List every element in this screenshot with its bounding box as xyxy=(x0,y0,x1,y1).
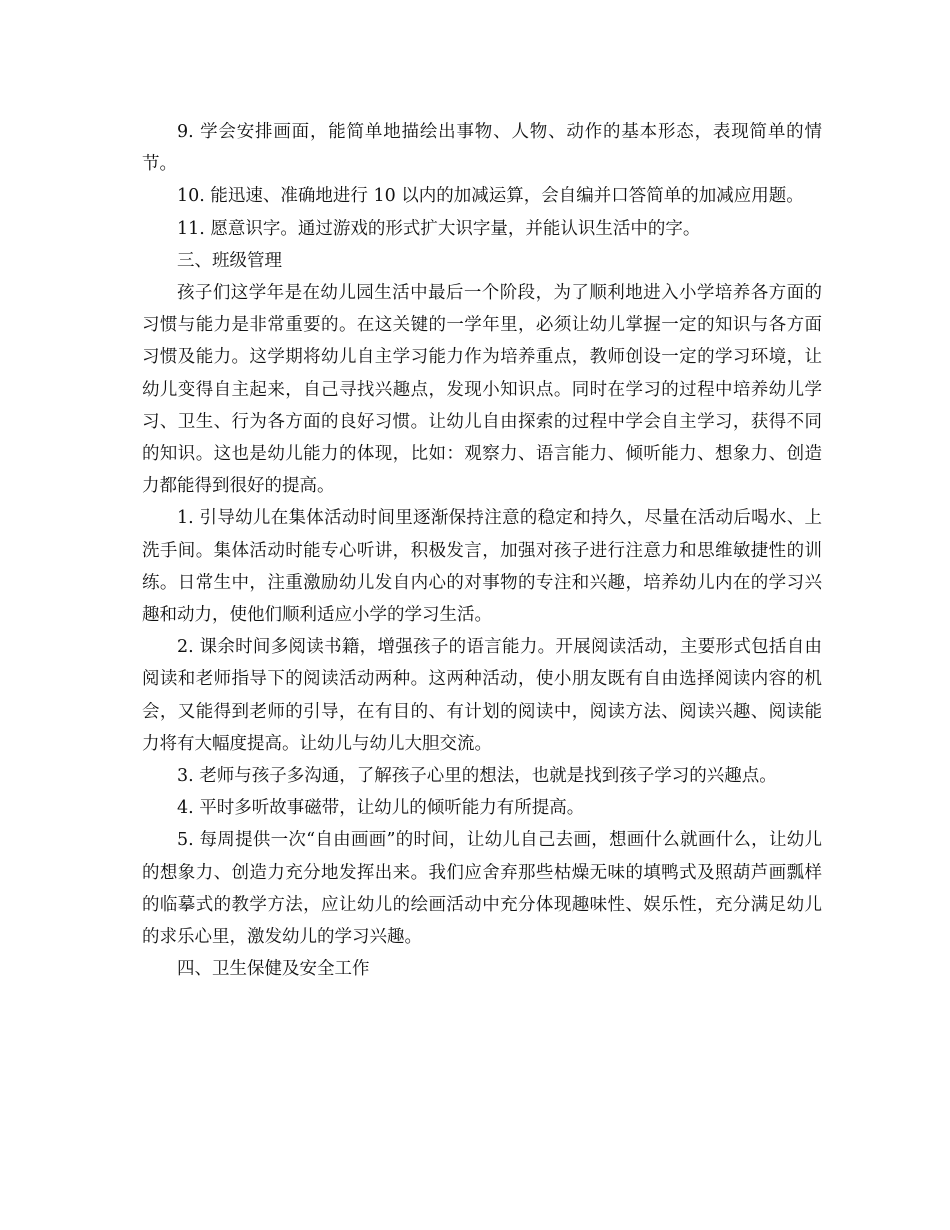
paragraph-item-9: 9. 学会安排画面，能简单地描绘出事物、人物、动作的基本形态，表现简单的情节。 xyxy=(142,122,822,175)
paragraph-management-item-1: 1. 引导幼儿在集体活动时间里逐渐保持注意的稳定和持久，尽量在活动后喝水、上洗手间。集体活动时能专心听讲，积极发言，加强对孩子进行注意力和思维敏捷性的训练。日常生中，注重激励幼儿发自内心的对事物的专注和兴趣，培养幼儿内在的学习兴趣和动力，使他们顺利适应小学的学习生活。 xyxy=(142,508,822,626)
paragraph-management-item-4: 4. 平时多听故事磁带，让幼儿的倾听能力有所提高。 xyxy=(177,798,585,819)
section-heading-class-management: 三、班级管理 xyxy=(177,250,282,271)
paragraph-item-10: 10. 能迅速、准确地进行 10 以内的加减运算，会自编并口答简单的加减应用题。 xyxy=(177,186,804,207)
paragraph-item-11: 11. 愿意识字。通过游戏的形式扩大识字量，并能认识生活中的字。 xyxy=(177,218,701,239)
paragraph-management-item-5: 5. 每周提供一次“自由画画”的时间，让幼儿自己去画，想画什么就画什么，让幼儿的想象力、创造力充分地发挥出来。我们应舍弃那些枯燥无味的填鸭式及照葫芦画瓢样的临摹式的教学方法，应让幼儿的绘画活动中充分体现趣味性、娱乐性，充分满足幼儿的求乐心里，激发幼儿的学习兴趣。 xyxy=(142,830,822,948)
paragraph-class-management-intro: 孩子们这学年是在幼儿园生活中最后一个阶段，为了顺利地进入小学培养各方面的习惯与能力是非常重要的。在这关键的一学年里，必须让幼儿掌握一定的知识与各方面习惯及能力。这学期将幼儿自主学习能力作为培养重点，教师创设一定的学习环境，让幼儿变得自主起来，自己寻找兴趣点，发现小知识点。同时在学习的过程中培养幼儿学习、卫生、行为各方面的良好习惯。让幼儿自由探索的过程中学会自主学习，获得不同的知识。这也是幼儿能力的体现，比如：观察力、语言能力、倾听能力、想象力、创造力都能得到很好的提高。 xyxy=(142,283,822,497)
paragraph-management-item-2: 2. 课余时间多阅读书籍，增强孩子的语言能力。开展阅读活动，主要形式包括自由阅读和老师指导下的阅读活动两种。这两种活动，使小朋友既有自由选择阅读内容的机会，又能得到老师的引导，在有目的、有计划的阅读中，阅读方法、阅读兴趣、阅读能力将有大幅度提高。让幼儿与幼儿大胆交流。 xyxy=(142,637,822,754)
paragraph-management-item-3: 3. 老师与孩子多沟通，了解孩子心里的想法，也就是找到孩子学习的兴趣点。 xyxy=(177,766,777,787)
section-heading-health-safety: 四、卫生保健及安全工作 xyxy=(177,959,370,980)
